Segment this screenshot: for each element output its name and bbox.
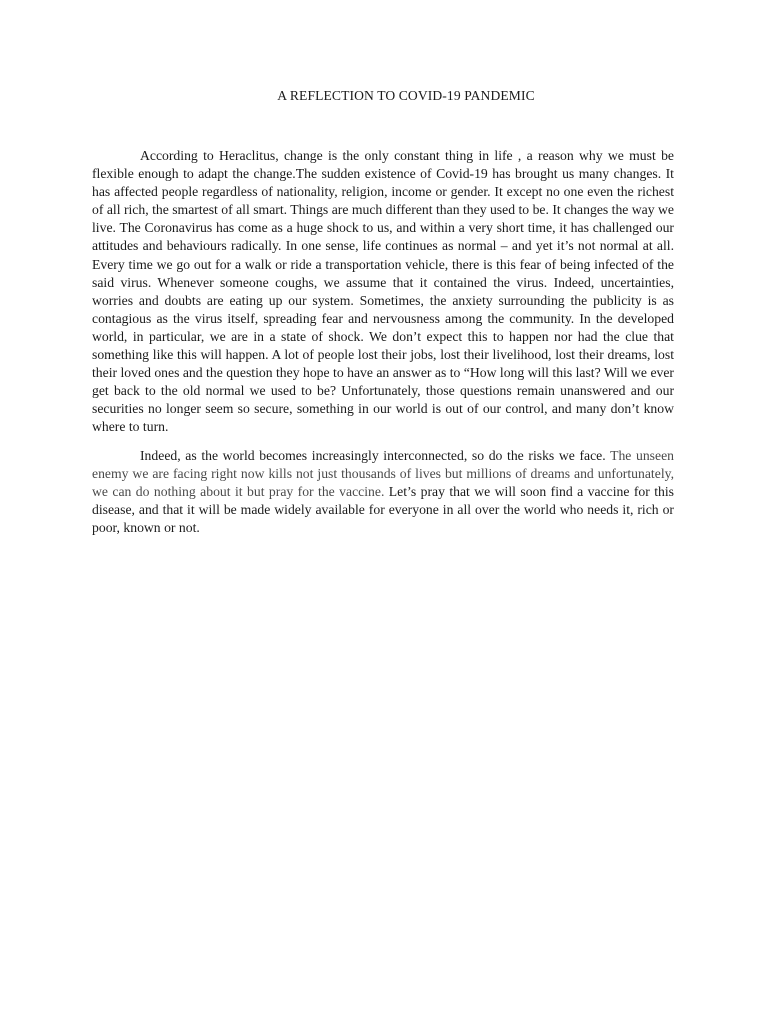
- paragraph-1: According to Heraclitus, change is the only constant thing in life , a reason why we must be flexible enough to adapt the change.The sudden existence of Covid-19 has brought us many changes. It has affected people regardless of nationality, religion, income or gender. It except no one even the richest of all rich, the smartest of all smart. Things are much different than they used to be. It changes the way we live. The Coronavirus has come as a huge shock to us, and within a very short time, it has challenged our attitudes and behaviours radically. In one sense, life continues as normal – and yet it’s not normal at all. Every time we go out for a walk or ride a transportation vehicle, there is this fear of being infected of the said virus. Whenever someone coughs, we assume that it contained the virus. Indeed, uncertainties, worries and doubts are eating up our system. Sometimes, the anxiety surrounding the publicity is as contagious as the virus itself, spreading fear and nervousness among the community. In the developed world, in particular, we are in a state of shock. We don’t expect this to happen nor had the clue that something like this will happen. A lot of people lost their jobs, lost their livelihood, lost their dreams, lost their loved ones and the question they hope to have an answer as to “How long will this last? Will we ever get back to the old normal we used to be? Unfortunately, those questions remain unanswered and our securities no longer seem so secure, something in our world is out of our control, and many don’t know where to turn.: [92, 148, 674, 435]
- document-body: [92, 147, 674, 547]
- paragraph-2-end: Let’s pray that we will soon find a vaccine for this disease, and that it will be made widely available for everyone in all over the world who needs it, rich or poor, known or not.: [92, 483, 674, 535]
- paragraph-2: [92, 447, 674, 537]
- paragraph-2-gray-text: The unseen enemy we are facing right now kills not just thousands of lives but millions of dreams and unfortunately, we can do nothing about it but pray for the vaccine.: [92, 447, 674, 499]
- document-title: A REFLECTION TO COVID-19 PANDEMIC: [277, 88, 535, 103]
- paragraph-2-start: Indeed, as the world becomes increasingly interconnected, so do the risks we face.: [140, 447, 611, 463]
